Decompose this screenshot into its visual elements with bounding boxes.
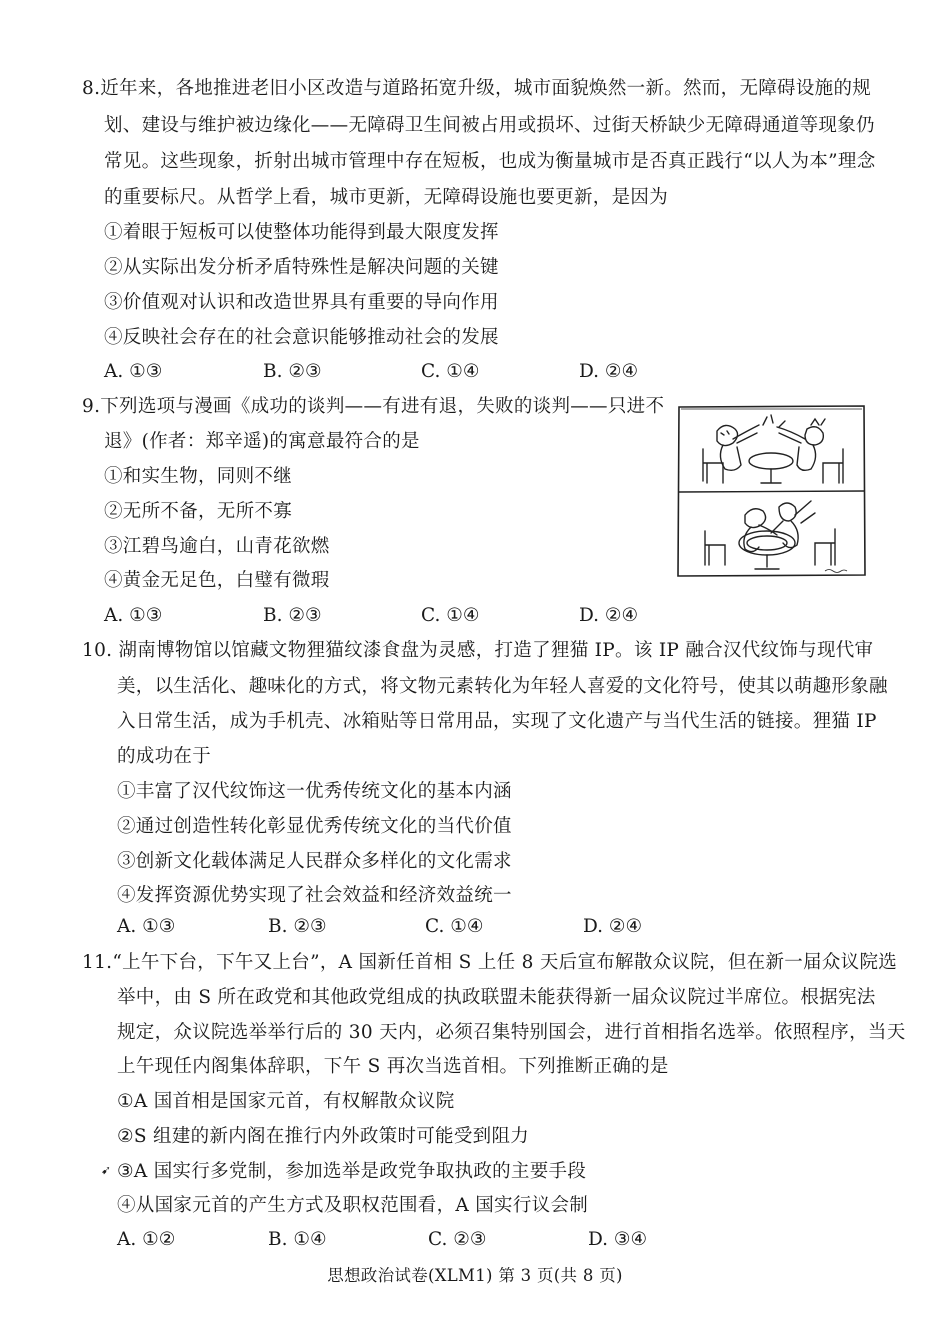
answer-statement: ②无所不备，无所不寡 (104, 501, 293, 522)
artist-signature (825, 570, 847, 573)
question-stem-line: 的成功在于 (117, 746, 212, 767)
answer-statement: ④黄金无足色，白璧有微瑕 (104, 570, 330, 591)
question-stem-line: 9.下列选项与漫画《成功的谈判——有进有退，失败的谈判——只进不 (82, 396, 665, 417)
answer-statement: ④反映社会存在的社会意识能够推动社会的发展 (104, 327, 499, 348)
pen-mark-icon: ➹ (101, 1163, 112, 1177)
option-c[interactable]: C. ①④ (421, 361, 480, 382)
option-d[interactable]: D. ③④ (588, 1229, 648, 1250)
answer-statement: ①和实生物，同则不继 (104, 466, 293, 487)
question-stem-line: 退》(作者：郑辛遥)的寓意最符合的是 (104, 431, 420, 452)
answer-statement: ②从实际出发分析矛盾特殊性是解决问题的关键 (104, 257, 499, 278)
question-stem-line: 10. 湖南博物馆以馆藏文物狸猫纹漆食盘为灵感，打造了狸猫 IP。该 IP 融合汉代纹饰与现代审 (82, 640, 874, 661)
question-stem-line: 规定，众议院选举举行后的 30 天内，必须召集特别国会，进行首相指名选举。依照程序，当天 (117, 1022, 906, 1043)
question-stem-line: 8.近年来，各地推进老旧小区改造与道路拓宽升级，城市面貌焕然一新。然而，无障碍设施的规 (82, 78, 872, 99)
question-stem-line: 入日常生活，成为手机壳、冰箱贴等日常用品，实现了文化遗产与当代生活的链接。狸猫 IP (117, 711, 877, 732)
option-a[interactable]: A. ①③ (117, 916, 176, 937)
question-stem-line: 举中，由 S 所在政党和其他政党组成的执政联盟未能获得新一届众议院过半席位。根据宪法 (117, 987, 876, 1008)
option-c[interactable]: C. ②③ (428, 1229, 487, 1250)
option-d[interactable]: D. ②④ (579, 605, 639, 626)
answer-statement: ③价值观对认识和改造世界具有重要的导向作用 (104, 292, 499, 313)
answer-statement: ④从国家元首的产生方式及职权范围看，A 国实行议会制 (117, 1195, 589, 1216)
answer-statement: ④发挥资源优势实现了社会效益和经济效益统一 (117, 885, 512, 906)
option-c[interactable]: C. ①④ (421, 605, 480, 626)
option-a[interactable]: A. ①② (117, 1229, 176, 1250)
bottom-panel-figures (705, 501, 835, 569)
answer-statement: ①A 国首相是国家元首，有权解散众议院 (117, 1091, 455, 1112)
option-b[interactable]: B. ②③ (263, 361, 322, 382)
answer-statement: ③江碧鸟逾白，山青花欲燃 (104, 536, 330, 557)
option-a[interactable]: A. ①③ (104, 361, 163, 382)
question-stem-line: 划、建设与维护被边缘化——无障碍卫生间被占用或损坏、过街天桥缺少无障碍通道等现象仍 (104, 115, 875, 136)
option-c[interactable]: C. ①④ (425, 916, 484, 937)
option-a[interactable]: A. ①③ (104, 605, 163, 626)
option-b[interactable]: B. ①④ (268, 1229, 327, 1250)
answer-statement: ③A 国实行多党制，参加选举是政党争取执政的主要手段 (117, 1161, 587, 1182)
page-footer: 思想政治试卷(XLM1) 第 3 页(共 8 页) (327, 1266, 623, 1285)
option-b[interactable]: B. ②③ (263, 605, 322, 626)
answer-statement: ②通过创造性转化彰显优秀传统文化的当代价值 (117, 816, 512, 837)
answer-statement: ①丰富了汉代纹饰这一优秀传统文化的基本内涵 (117, 781, 512, 802)
answer-statement: ③创新文化载体满足人民群众多样化的文化需求 (117, 851, 512, 872)
option-d[interactable]: D. ②④ (583, 916, 643, 937)
question-stem-line: 11.“上午下台，下午又上台”，A 国新任首相 S 上任 8 天后宣布解散众议院，但在新一届众议院选 (82, 952, 898, 973)
negotiation-cartoon (675, 403, 868, 579)
question-stem-line: 美，以生活化、趣味化的方式，将文物元素转化为年轻人喜爱的文化符号，使其以萌趣形象融 (117, 676, 888, 697)
question-stem-line: 常见。这些现象，折射出城市管理中存在短板，也成为衡量城市是否真正践行“以人为本”理念 (104, 151, 876, 172)
answer-statement: ②S 组建的新内阁在推行内外政策时可能受到阻力 (117, 1126, 530, 1147)
top-panel-figures (703, 415, 843, 483)
question-stem-line: 的重要标尺。从哲学上看，城市更新，无障碍设施也要更新，是因为 (104, 187, 669, 208)
answer-statement: ①着眼于短板可以使整体功能得到最大限度发挥 (104, 222, 499, 243)
option-d[interactable]: D. ②④ (579, 361, 639, 382)
option-b[interactable]: B. ②③ (268, 916, 327, 937)
question-stem-line: 上午现任内阁集体辞职，下午 S 再次当选首相。下列推断正确的是 (117, 1056, 669, 1077)
